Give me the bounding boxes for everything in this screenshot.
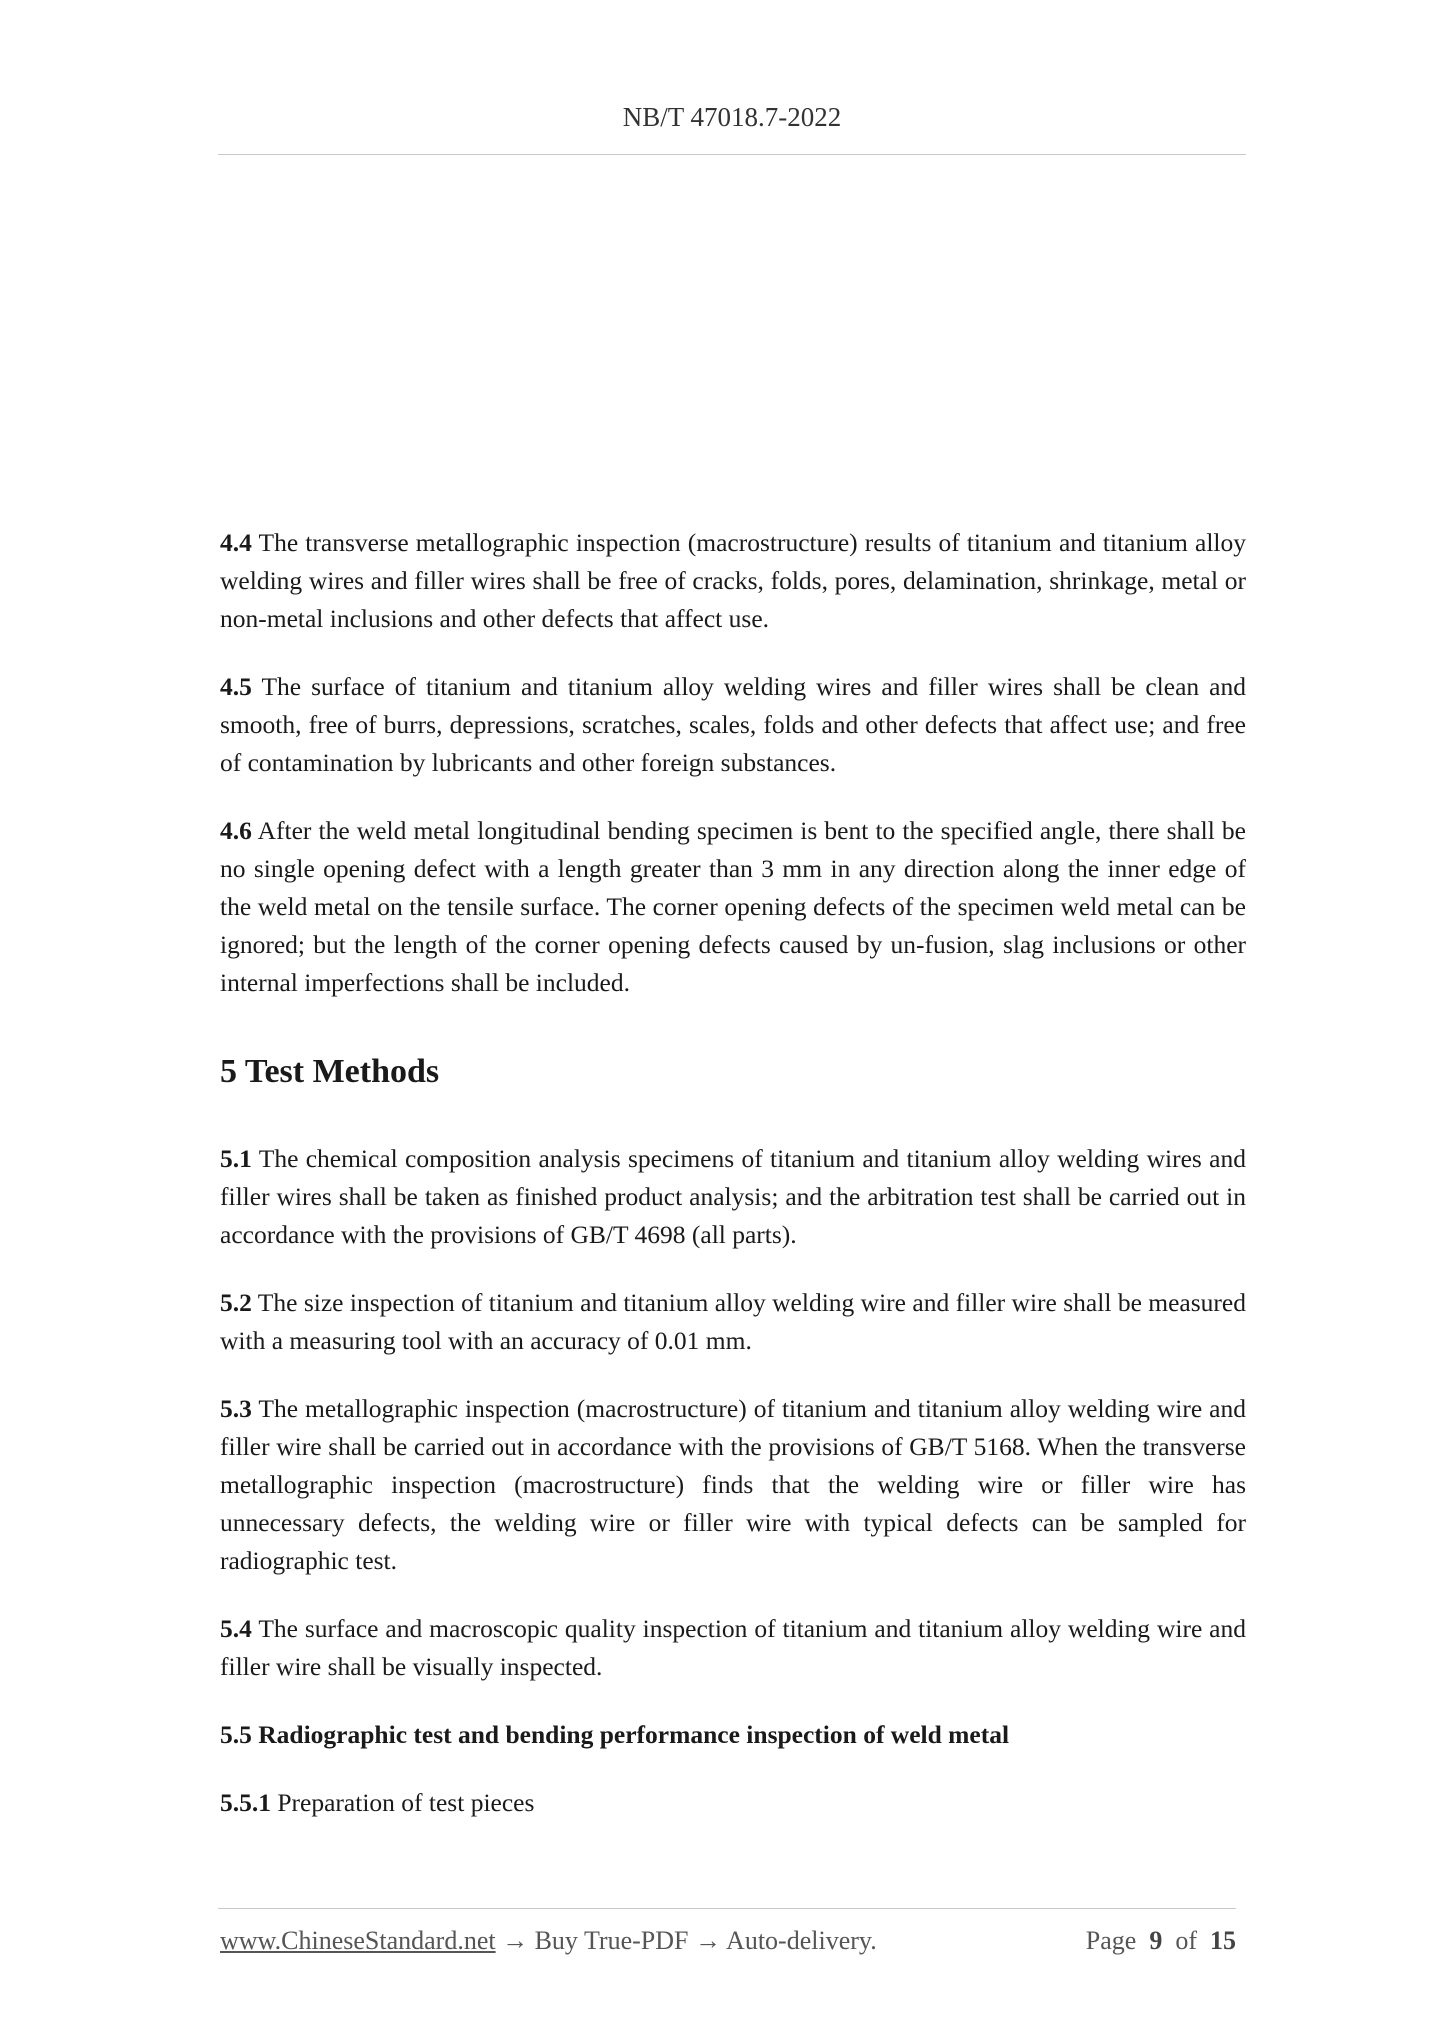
- clause-number: 5.5.1: [220, 1788, 271, 1817]
- clause-text: The transverse metallographic inspection (macrostructure) results of titanium and titanium alloy welding wires and filler wires shall be free of cracks, folds, pores, delamination, shrinkage, metal or non-metal inclusions and other defects that affect use.: [220, 528, 1246, 633]
- clause-number: 5.2: [220, 1288, 252, 1317]
- clause-4-4: [220, 524, 1246, 638]
- document-id-header: NB/T 47018.7-2022: [622, 102, 842, 132]
- clause-4-5: [220, 668, 1246, 782]
- clause-text: Preparation of test pieces: [271, 1788, 535, 1817]
- clause-5-2: [220, 1284, 1246, 1360]
- clause-text: The surface of titanium and titanium alloy welding wires and filler wires shall be clean and smooth, free of burrs, depressions, scratches, scales, folds and other defects that affect use; and free of contamination by lubricants and other foreign substances.: [220, 672, 1246, 777]
- footer-divider: [218, 1908, 1236, 1909]
- clause-number: 5.3: [220, 1394, 252, 1423]
- clause-number: 5.1: [220, 1144, 252, 1173]
- total-pages-number: 15: [1210, 1926, 1236, 1955]
- page-indicator: [1086, 1926, 1236, 1956]
- subsection-heading-5-5: 5.5 Radiographic test and bending performance inspection of weld metal: [220, 1720, 1010, 1749]
- clause-5-1: [220, 1140, 1246, 1254]
- clause-text: The surface and macroscopic quality inspection of titanium and titanium alloy welding wire and filler wire shall be visually inspected.: [220, 1614, 1246, 1681]
- clause-text: After the weld metal longitudinal bending specimen is bent to the specified angle, there shall be no single opening defect with a length greater than 3 mm in any direction along the inner edge of the weld metal on the tensile surface. The corner opening defects of the specimen weld metal can be ignored; but the length of the corner opening defects caused by un-fusion, slag inclusions or other internal imperfections shall be included.: [220, 816, 1246, 997]
- page-word: Page: [1085, 1926, 1137, 1955]
- promo-text: → Buy True-PDF → Auto-delivery.: [495, 1926, 877, 1955]
- clause-text: The size inspection of titanium and titanium alloy welding wire and filler wire shall be measured with a measuring tool with an accuracy of 0.01 mm.: [220, 1288, 1246, 1355]
- header-divider: [218, 154, 1246, 155]
- page-footer: [220, 1926, 1236, 1956]
- clause-number: 4.5: [220, 672, 252, 701]
- clause-number: 4.4: [220, 528, 252, 557]
- footer-promo: [220, 1926, 877, 1956]
- clause-5-4: [220, 1610, 1246, 1686]
- of-word: of: [1175, 1926, 1197, 1955]
- clause-4-6: [220, 812, 1246, 1002]
- current-page-number: 9: [1149, 1926, 1163, 1955]
- clause-number: 4.6: [220, 816, 252, 845]
- clause-5-3: [220, 1390, 1246, 1580]
- clause-5-5-1: [220, 1784, 1246, 1822]
- clause-text: The metallographic inspection (macrostructure) of titanium and titanium alloy welding wire and filler wire shall be carried out in accordance with the provisions of GB/T 5168. When the transverse metallographic inspection (macrostructure) finds that the welding wire or filler wire has unnecessary defects, the welding wire or filler wire with typical defects can be sampled for radiographic test.: [220, 1394, 1246, 1575]
- page-body: [220, 524, 1246, 1852]
- section-heading-test-methods: 5 Test Methods: [220, 1053, 440, 1090]
- clause-text: The chemical composition analysis specimens of titanium and titanium alloy welding wires and filler wires shall be taken as finished product analysis; and the arbitration test shall be carried out in accordance with the provisions of GB/T 4698 (all parts).: [220, 1144, 1246, 1249]
- website-link[interactable]: www.ChineseStandard.net: [220, 1926, 496, 1955]
- clause-number: 5.4: [220, 1614, 252, 1643]
